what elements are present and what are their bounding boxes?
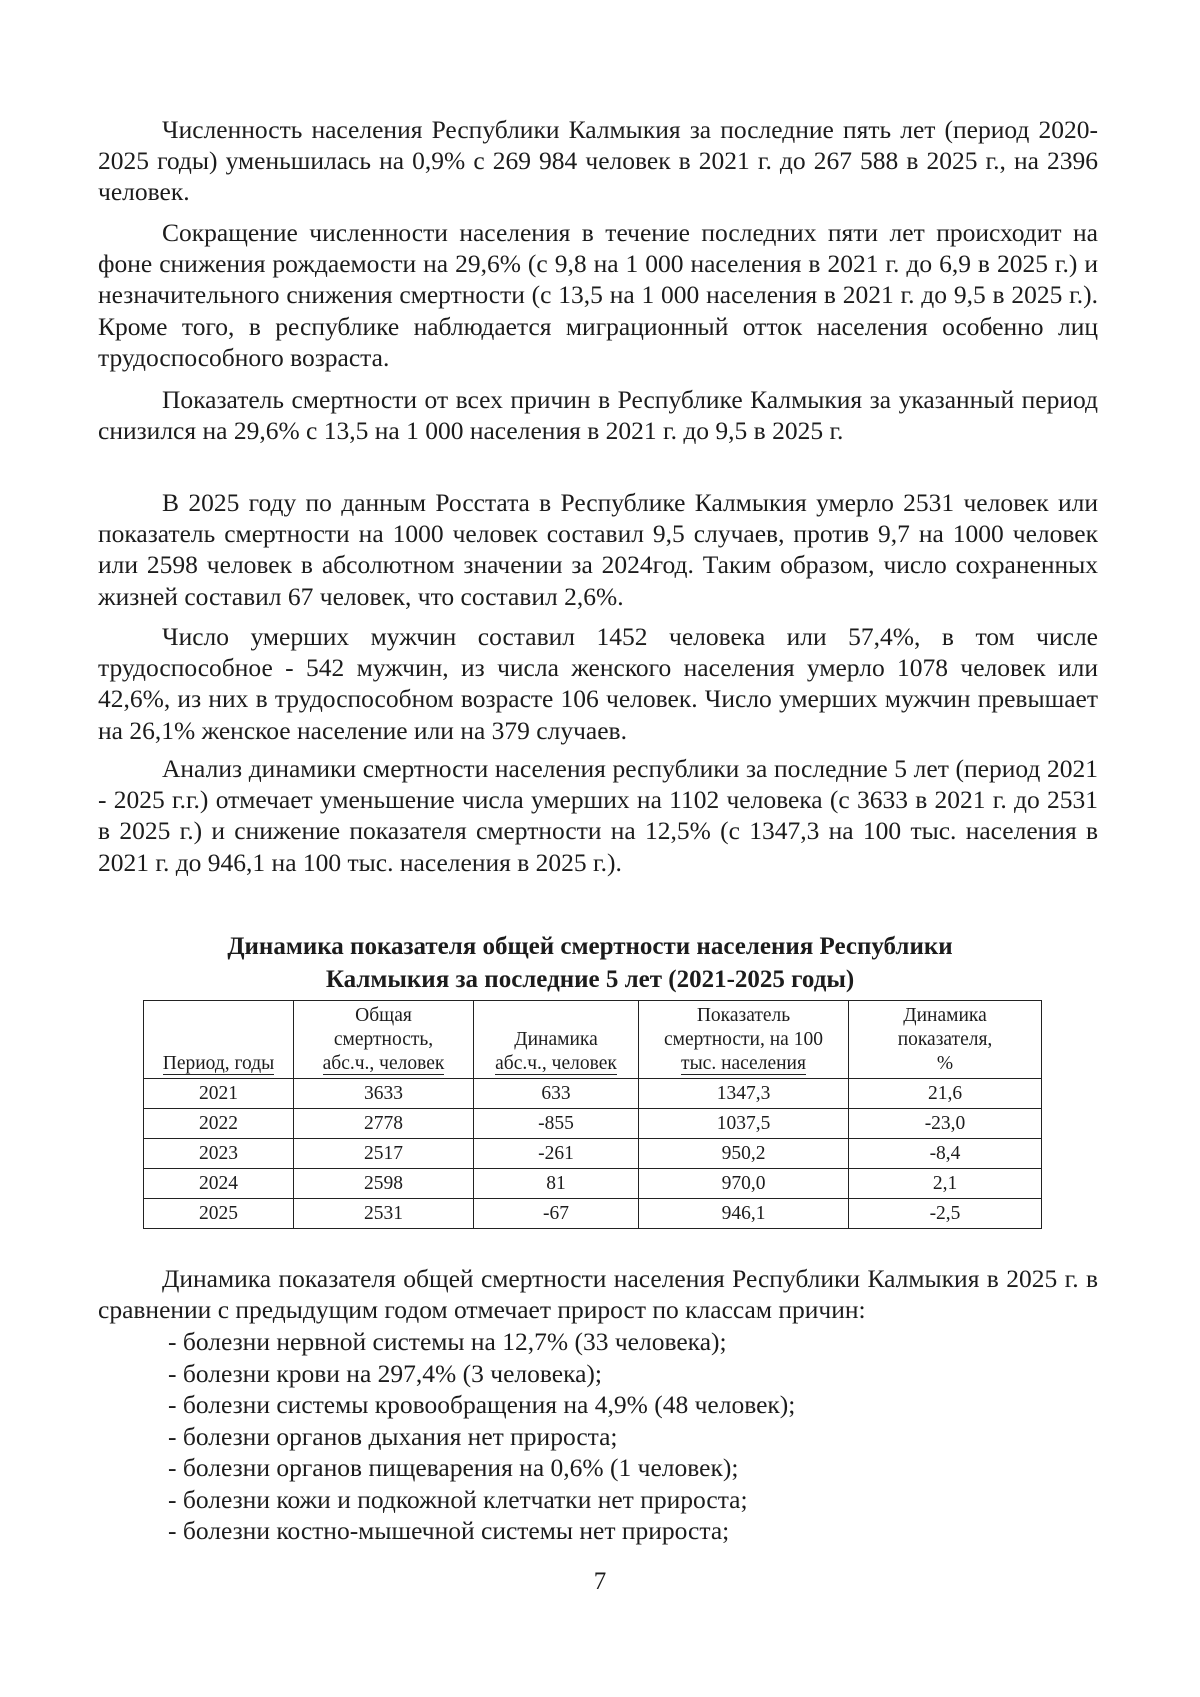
- cell-rate-dynamics: -23,0: [849, 1109, 1042, 1139]
- list-item: - болезни системы кровообращения на 4,9% (48 человек);: [168, 1390, 796, 1419]
- cell-total: 2531: [294, 1199, 474, 1229]
- cell-total: 2778: [294, 1109, 474, 1139]
- cell-period: 2024: [144, 1169, 294, 1199]
- header-total-mortality: Общая смертность, абс.ч., человек: [294, 1001, 474, 1079]
- list-item: - болезни костно-мышечной системы нет прироста;: [168, 1516, 730, 1545]
- cell-rate-dynamics: 2,1: [849, 1169, 1042, 1199]
- paragraph-5-year-analysis: Анализ динамики смертности населения республики за последние 5 лет (период 2021 - 2025 г.г.) отмечает уменьшение числа умерших на 1102 человека (с 3633 в 2021 г. до 2531 в 2025 г.) и снижение показателя смертности на 12,5% (с 1347,3 на 100 тыс. населения в 2021 г. до 946,1 на 100 тыс. населения в 2025 г.).: [98, 754, 1098, 877]
- cell-rate: 946,1: [639, 1199, 849, 1229]
- paragraph-rosstat-2025: В 2025 году по данным Росстата в Республике Калмыкия умерло 2531 человек или показатель смертности на 1000 человек составил 9,5 случаев, против 9,7 на 1000 человек или 2598 человек в абсолютном значении за 2024год. Таким образом, число сохраненных жизней составил 67 человек, что составил 2,6%.: [98, 488, 1098, 611]
- list-item: - болезни кожи и подкожной клетчатки нет прироста;: [168, 1484, 748, 1514]
- table-row: [144, 1109, 1042, 1139]
- cell-rate-dynamics: -8,4: [849, 1139, 1042, 1169]
- table-caption: [140, 930, 1040, 996]
- cell-period: 2021: [144, 1079, 294, 1109]
- cell-period: 2025: [144, 1199, 294, 1229]
- paragraph-mortality-rate: Показатель смертности от всех причин в Республике Калмыкия за указанный период снизился на 29,6% с 13,5 на 1 000 населения в 2021 г. до 9,5 в 2025 г.: [98, 385, 1098, 446]
- page-number: 7: [593, 1568, 607, 1595]
- list-item: - болезни нервной системы на 12,7% (33 человека);: [168, 1327, 727, 1356]
- cell-dynamics-abs: 81: [474, 1169, 639, 1199]
- paragraph-birthrate: Сокращение численности населения в течение последних пяти лет происходит на фоне снижения рождаемости на 29,6% (с 9,8 на 1 000 населения в 2021 г. до 6,9 в 2025 г.) и незначительного снижения смертности (с 13,5 на 1 000 населения в 2021 г. до 9,5 в 2025 г.). Кроме того, в республике наблюдается миграционный отток населения особенно лиц трудоспособного возраста.: [98, 218, 1098, 372]
- table-row: [144, 1169, 1042, 1199]
- table-header-row: [144, 1001, 1042, 1079]
- paragraph-population: Численность населения Республики Калмыкия за последние пять лет (период 2020-2025 годы) уменьшилась на 0,9% с 269 984 человек в 2021 г. до 267 588 в 2025 г., на 2396 человек.: [98, 115, 1098, 207]
- causes-list: [168, 1326, 1098, 1547]
- cell-period: 2023: [144, 1139, 294, 1169]
- cell-dynamics-abs: -67: [474, 1199, 639, 1229]
- header-dynamics-abs: Динамика абс.ч., человек: [474, 1001, 639, 1079]
- table-row: [144, 1139, 1042, 1169]
- table-caption-line-2: Калмыкия за последние 5 лет (2021-2025 годы): [325, 966, 855, 993]
- mortality-table: [143, 1000, 1042, 1229]
- cell-dynamics-abs: -261: [474, 1139, 639, 1169]
- table-caption-line-1: Динамика показателя общей смертности населения Республики: [227, 933, 953, 960]
- header-rate-per-100k: Показатель смертности, на 100 тыс. населения: [639, 1001, 849, 1079]
- table-row: [144, 1079, 1042, 1109]
- list-item: - болезни органов пищеварения на 0,6% (1 человек);: [168, 1453, 739, 1482]
- list-item: - болезни крови на 297,4% (3 человека);: [168, 1358, 602, 1388]
- cell-dynamics-abs: 633: [474, 1079, 639, 1109]
- list-item: - болезни органов дыхания нет прироста;: [168, 1421, 618, 1451]
- paragraph-male-female: Число умерших мужчин составил 1452 человека или 57,4%, в том числе трудоспособное - 542 мужчин, из числа женского населения умерло 1078 человек или 42,6%, из них в трудоспособном возрасте 106 человек. Число умерших мужчин превышает на 26,1% женское население или на 379 случаев.: [98, 622, 1098, 745]
- cell-rate: 1037,5: [639, 1109, 849, 1139]
- header-rate-dynamics: Динамика показателя, %: [849, 1001, 1042, 1079]
- cell-rate: 950,2: [639, 1139, 849, 1169]
- header-period: Период, годы: [144, 1001, 294, 1079]
- cell-total: 2517: [294, 1139, 474, 1169]
- paragraph-causes-intro: Динамика показателя общей смертности населения Республики Калмыкия в 2025 г. в сравнении с предыдущим годом отмечает прирост по классам причин:: [98, 1264, 1098, 1325]
- cell-total: 3633: [294, 1079, 474, 1109]
- cell-rate: 970,0: [639, 1169, 849, 1199]
- cell-rate-dynamics: 21,6: [849, 1079, 1042, 1109]
- cell-total: 2598: [294, 1169, 474, 1199]
- cell-dynamics-abs: -855: [474, 1109, 639, 1139]
- cell-rate: 1347,3: [639, 1079, 849, 1109]
- table-row: [144, 1199, 1042, 1229]
- cell-period: 2022: [144, 1109, 294, 1139]
- cell-rate-dynamics: -2,5: [849, 1199, 1042, 1229]
